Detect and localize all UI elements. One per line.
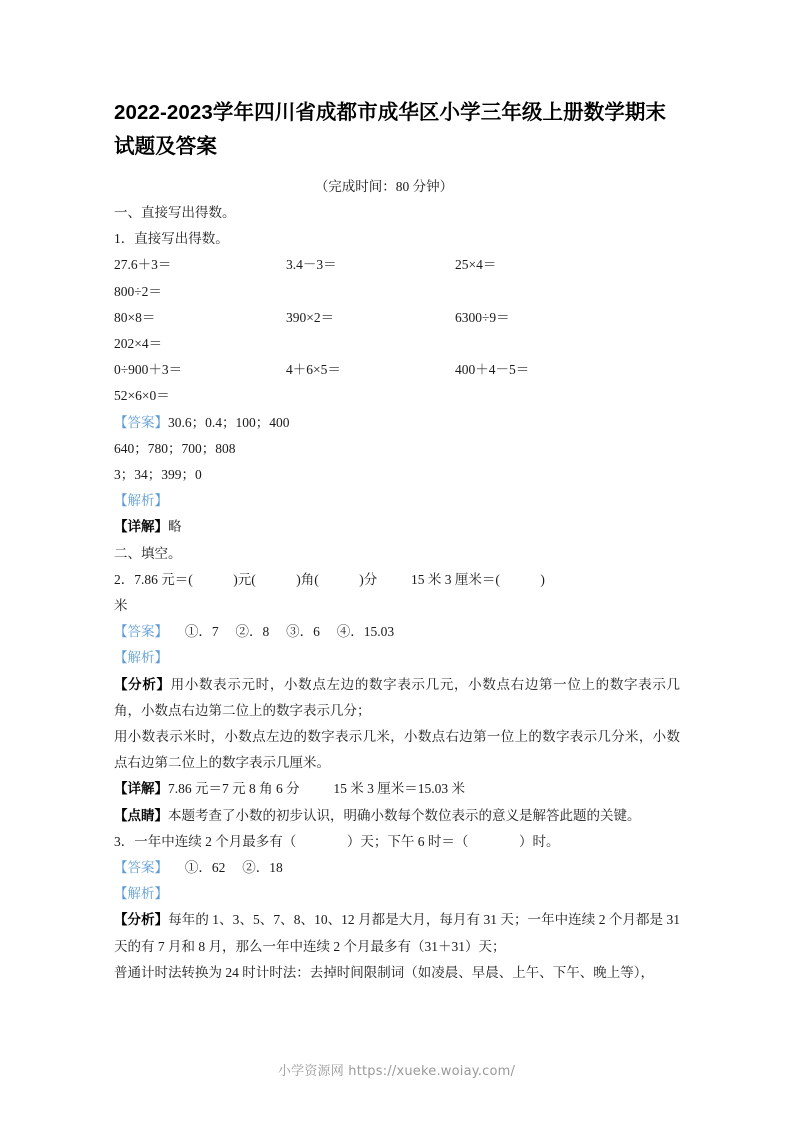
problem-cell: 80×8＝ <box>114 309 156 325</box>
page-title: 2022-2023学年四川省成都市成华区小学三年级上册数学期末试题及答案 <box>114 101 667 158</box>
answer-line <box>114 619 693 645</box>
question-2-line-2: 米 <box>114 597 128 613</box>
question-1-prompt: 1．直接写出得数。 <box>114 231 229 247</box>
breakdown-paragraph <box>114 672 680 724</box>
answer-value: ①．7 ②．8 ③．6 ④．15.03 <box>168 624 395 640</box>
answer-line <box>114 410 693 436</box>
problem-cell: 0÷900＋3＝ <box>114 362 183 378</box>
detail-line <box>114 514 693 540</box>
detail-line <box>114 776 693 802</box>
breakdown-label: 【分析】 <box>114 912 169 928</box>
answer-label: 【答案】 <box>114 859 168 875</box>
problem-cell: 52×6×0＝ <box>114 388 170 404</box>
problem-cell: 4＋6×5＝ <box>286 362 341 378</box>
analysis-label: 【解析】 <box>114 886 168 902</box>
problem-row <box>114 305 693 331</box>
problem-row <box>114 279 693 305</box>
answer-line <box>114 436 693 462</box>
breakdown-text: 用小数表示米时，小数点左边的数字表示几米，小数点右边第一位上的数字表示几分米，小数点右边第二位上的数字表示几厘米。 <box>114 728 680 771</box>
answer-value: 30.6；0.4；100；400 <box>168 414 290 430</box>
problem-row <box>114 331 693 357</box>
breakdown-paragraph <box>114 907 680 959</box>
detail-value: 略 <box>168 519 182 535</box>
answer-line <box>114 855 693 881</box>
analysis-label-line <box>114 881 693 907</box>
completion-time-subtitle: （完成时间：80 分钟） <box>314 179 454 194</box>
breakdown-text: 普通计时法转换为 24 时计时法：去掉时间限制词（如凌晨、早晨、上午、下午、晚上等）， <box>114 964 654 980</box>
section-heading-2: 二、填空。 <box>114 545 182 561</box>
answer-value: ①．62 ②．18 <box>168 859 283 875</box>
breakdown-paragraph <box>114 724 680 776</box>
answer-line <box>114 462 693 488</box>
question-3-line: 3．一年中连续 2 个月最多有（ ）天；下午 6 时＝（ ）时。 <box>114 833 560 849</box>
analysis-label: 【解析】 <box>114 493 168 509</box>
question-2-line-1: 2．7.86 元＝( )元( )角( )分 15 米 3 厘米＝( ) <box>114 571 545 587</box>
problem-row <box>114 252 693 278</box>
highlight-text: 本题考查了小数的初步认识，明确小数每个数位表示的意义是解答此题的关键。 <box>168 807 641 823</box>
highlight-paragraph <box>114 803 680 829</box>
answer-label: 【答案】 <box>114 624 168 640</box>
breakdown-paragraph <box>114 960 680 986</box>
problem-cell: 6300÷9＝ <box>455 309 510 325</box>
detail-label: 【详解】 <box>114 519 168 535</box>
problem-cell: 3.4－3＝ <box>286 257 337 273</box>
breakdown-text: 每年的 1、3、5、7、8、10、12 月都是大月，每月有 31 天；一年中连续 2 个月都是 31 天的有 7 月和 8 月，那么一年中连续 2 个月最多有（31＋31）天； <box>114 912 681 954</box>
section-heading-1: 一、直接写出得数。 <box>114 205 236 220</box>
problem-cell: 27.6＋3＝ <box>114 257 172 273</box>
footer-watermark: 小学资源网 https://xueke.woiay.com/ <box>277 1064 516 1079</box>
answer-label: 【答案】 <box>114 414 168 430</box>
problem-cell: 390×2＝ <box>286 309 335 325</box>
analysis-label-line <box>114 645 693 671</box>
problem-row <box>114 383 693 409</box>
detail-label: 【详解】 <box>114 781 168 797</box>
answer-value: 3；34；399；0 <box>114 466 202 482</box>
detail-value: 7.86 元＝7 元 8 角 6 分 15 米 3 厘米＝15.03 米 <box>168 781 465 797</box>
problem-row <box>114 357 693 383</box>
highlight-label: 【点睛】 <box>114 807 168 823</box>
problem-cell: 800÷2＝ <box>114 283 162 299</box>
breakdown-label: 【分析】 <box>114 676 171 692</box>
problem-cell: 25×4＝ <box>455 257 497 273</box>
problem-cell: 202×4＝ <box>114 335 163 351</box>
problem-cell: 400＋4－5＝ <box>455 362 530 378</box>
analysis-label: 【解析】 <box>114 650 168 666</box>
breakdown-text: 用小数表示元时，小数点左边的数字表示几元，小数点右边第一位上的数字表示几角，小数点右边第二位上的数字表示几分； <box>114 676 681 718</box>
answer-value: 640；780；700；808 <box>114 440 236 456</box>
analysis-label-line <box>114 488 693 514</box>
